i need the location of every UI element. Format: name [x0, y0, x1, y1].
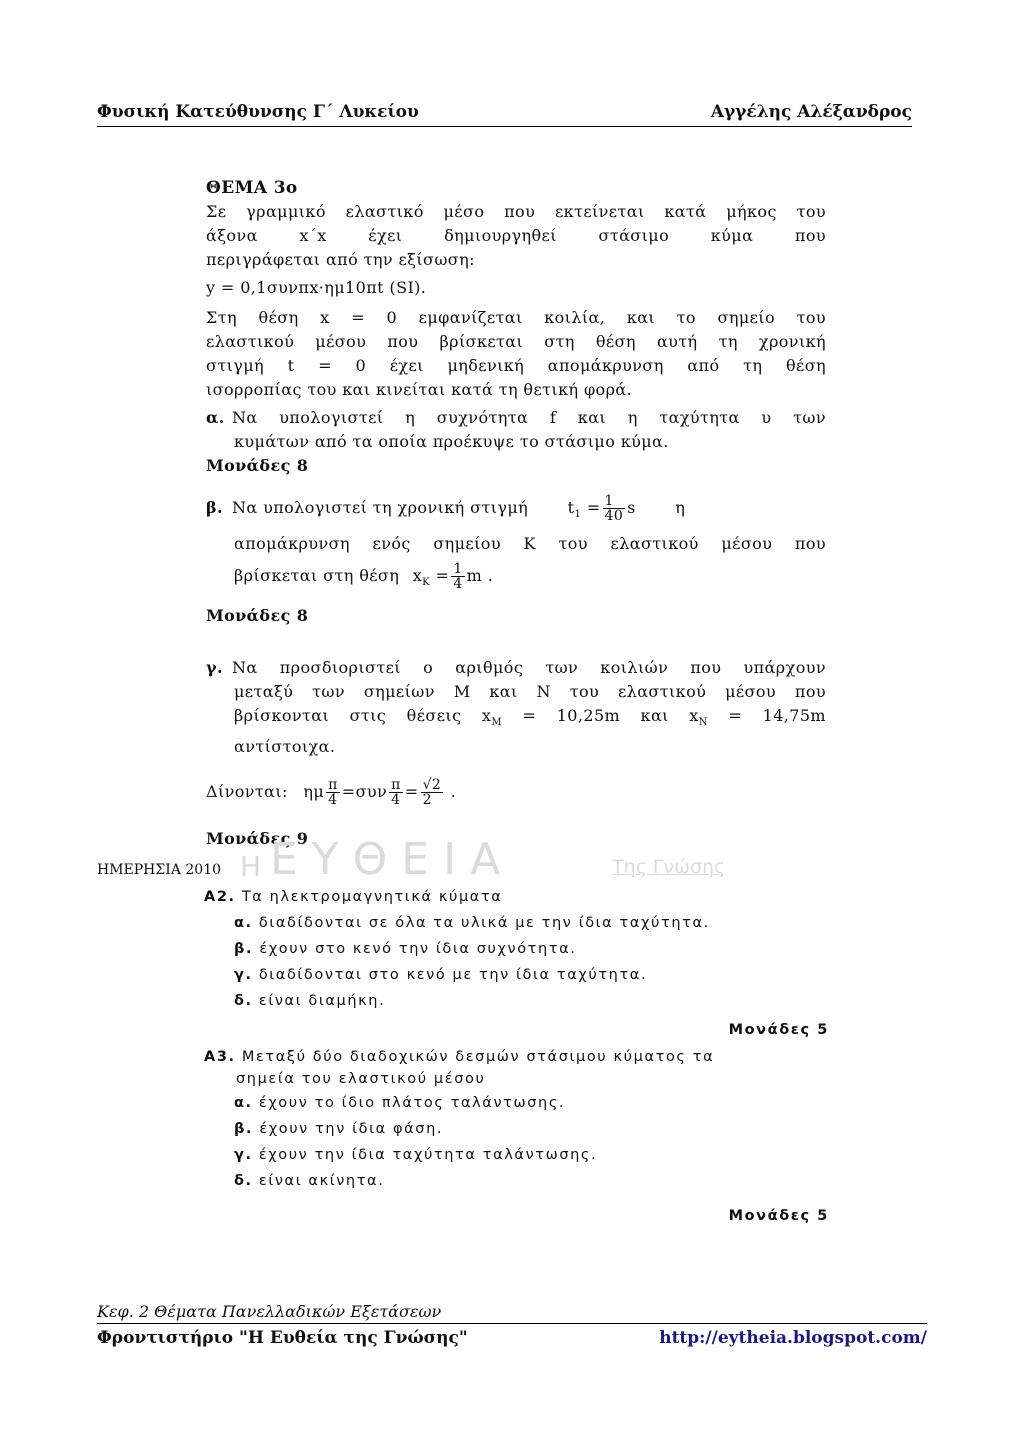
question-c-line-2: μεταξύ των σημείων Μ και Ν του ελαστικού μέσου που: [234, 682, 826, 701]
time-unit: s: [627, 498, 636, 517]
question-c-line-4: αντίστοιχα.: [234, 737, 336, 757]
question-b-marks: Μονάδες 8: [206, 606, 309, 625]
theme3-para-3: στιγμή t = 0 έχει μηδενική απομάκρυνση από τη θέση: [206, 356, 826, 375]
a2-marks: Μονάδες 5: [728, 1022, 829, 1038]
question-b-label: β.: [206, 498, 223, 517]
question-a2: [204, 884, 829, 1038]
a2-option-a: α. διαδίδονται σε όλα τα υλικά με την ίδια ταχύτητα.: [234, 915, 710, 931]
theme3-title: ΘΕΜΑ 3ο: [206, 178, 298, 198]
question-c-marks: Μονάδες 9: [206, 829, 309, 849]
a2-option-d: δ. είναι διαμήκη.: [234, 993, 386, 1009]
question-c-label: γ.: [206, 658, 223, 677]
question-b-eta: η: [675, 498, 686, 517]
theme3-equation: y = 0,1συνπx·ημ10πt (SI).: [206, 278, 427, 297]
eytheia-watermark: Η ΕΥΘΕΙΑ Της Γνώσης: [240, 834, 726, 885]
a2-stem: Τα ηλεκτρομαγνητικά κύματα: [241, 889, 503, 905]
question-c-line-1: Να προσδιοριστεί ο αριθμός των κοιλιών που υπάρχουν: [232, 658, 826, 677]
theme3-para-1: Στη θέση x = 0 εμφανίζεται κοιλία, και το σημείο του: [206, 308, 826, 327]
position-unit: m .: [466, 566, 494, 585]
time-t1: $t_1$ =: [567, 498, 601, 521]
question-a-line-1: Να υπολογιστεί η συχνότητα f και η ταχύτητα υ των: [232, 408, 826, 427]
a3-option-d: δ. είναι ακίνητα.: [234, 1173, 385, 1189]
a3-stem-1: Μεταξύ δύο διαδοχικών δεσμών στάσιμου κύματος τα: [241, 1049, 715, 1065]
theme3-para-2: ελαστικού μέσου που βρίσκεται στη θέση αυτή τη χρονική: [206, 332, 826, 351]
question-c: [206, 656, 826, 759]
a3-stem-2: σημεία του ελαστικού μέσου: [236, 1071, 486, 1087]
position-fraction: $\frac{1}{4}$: [453, 561, 463, 592]
time-fraction: $\frac{1}{40}$: [604, 493, 624, 524]
given-values: Δίνονται: ημ $\frac{\pi}{4}$ =συν $\frac{\pi}{4}$ = $\frac{√2}{2}$ .: [206, 777, 457, 809]
theme3-intro-2: άξονα x΄x έχει δημιουργηθεί στάσιμο κύμα που: [206, 226, 826, 245]
theme3-intro-1: Σε γραμμικό ελαστικό μέσο που εκτείνεται κατά μήκος του: [206, 202, 826, 221]
a3-marks: Μονάδες 5: [728, 1208, 829, 1224]
question-a: [206, 406, 826, 454]
header-author: Αγγέλης Αλέξανδρος: [710, 102, 912, 122]
a3-option-c: γ. έχουν την ίδια ταχύτητα ταλάντωσης.: [234, 1147, 598, 1163]
footer: [97, 1328, 927, 1348]
a2-option-c: γ. διαδίδονται στο κενό με την ίδια ταχύτητα.: [234, 967, 648, 983]
a3-option-b: β. έχουν την ίδια φάση.: [234, 1121, 444, 1137]
question-a-label: α.: [206, 408, 225, 427]
a3-label: Α3.: [204, 1049, 236, 1065]
question-a-marks: Μονάδες 8: [206, 456, 309, 475]
position-xk: $x_K$ =: [412, 566, 450, 589]
question-a-line-2: κυμάτων από τα οποία προέκυψε το στάσιμο κύμα.: [234, 432, 669, 451]
footer-school: Φροντιστήριο "Η Ευθεία της Γνώσης": [97, 1328, 468, 1348]
a2-option-b: β. έχουν στο κενό την ίδια συχνότητα.: [234, 941, 577, 957]
a3-option-a: α. έχουν το ίδιο πλάτος ταλάντωσης.: [234, 1095, 566, 1111]
footer-chapter: Κεφ. 2 Θέματα Πανελλαδικών Εξετάσεων: [97, 1302, 927, 1324]
question-b: [206, 490, 826, 596]
question-b-line-1: Να υπολογιστεί τη χρονική στιγμή: [232, 498, 529, 517]
question-c-line-3: βρίσκονται στις θέσεις $x_M = 10,25m$ και $x_N = 14,75m$: [234, 706, 827, 729]
section-year: ΗΜΕΡΗΣΙΑ 2010: [97, 862, 222, 878]
question-a3: [204, 1046, 829, 1224]
theme3-section: [206, 176, 826, 851]
header-subject: Φυσική Κατεύθυνσης Γ΄ Λυκείου: [97, 102, 419, 122]
question-b-line-2: απομάκρυνση ενός σημείου Κ του ελαστικού μέσου που: [234, 534, 826, 553]
page-header: [97, 100, 912, 127]
theme3-intro-3: περιγράφεται από την εξίσωση:: [206, 250, 475, 269]
footer-url-link[interactable]: http://eytheia.blogspot.com/: [659, 1328, 927, 1348]
question-b-line-3: βρίσκεται στη θέση: [234, 566, 400, 585]
a2-label: Α2.: [204, 889, 236, 905]
theme3-para-4: ισορροπίας του και κινείται κατά τη θετική φορά.: [206, 380, 633, 399]
